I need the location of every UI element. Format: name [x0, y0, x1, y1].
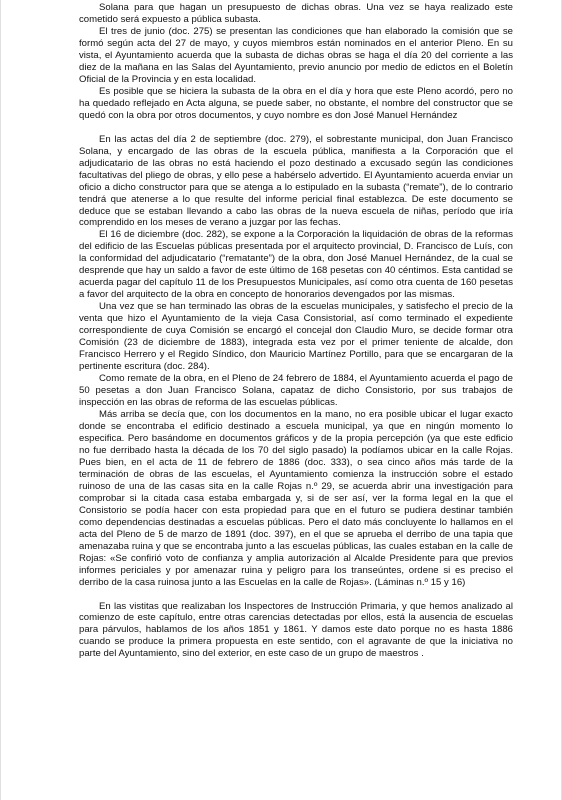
paragraph: Una vez que se han terminado las obras de la escuelas municipales, y satisfecho el precio de la venta que hizo el Ayuntamiento de la vieja Casa Consistorial, así como terminado el expediente correspondiente de cuya Comisión se encargó el concejal don Claudio Muro, se decide formar otra Comisión (23 de diciembre de 1883), integrada esta vez por el primer teniente de alcalde, don Francisco Herrero y el Regido Síndico, don Mauricio Martínez Portillo, para que se encargaran de la pertinente escritura (doc. 284).	[79, 301, 513, 373]
paragraph: Como remate de la obra, en el Pleno de 24 febrero de 1884, el Ayuntamiento acuerda el pago de 50 pesetas a don Juan Francisco Solana, capataz de dicho Consistorio, por sus trabajos de inspección en las obras de reforma de las escuelas públicas.	[79, 373, 513, 408]
paragraph: Más arriba se decía que, con los documentos en la mano, no era posible ubicar el lugar exacto donde se encontraba el edificio destinado a escuela municipal, ya que en ningún momento lo especifica. Pero basándome en documentos gráficos y de la propia percepción (ya que este edficio no fue derribado hasta la década de los 70 del siglo pasado) la podíamos ubicar en la calle Rojas. Pues bien, en el acta de 11 de febrero de 1886 (doc. 333), o sea cinco años más tarde de la terminación de obras de las escuelas, el Ayuntamiento comienza la instrucción sobre el estado ruinoso de una de las casas sita en la calle Rojas n.º 29, se acuerda abrir una investigación para comprobar si la citada casa estaba embargada y, si de ser así, ver la forma legal en la que el Consistorio se podía hacer con esta propiedad para que en el futuro se pudiera destinar también como dependencias destinadas a escuelas públicas. Pero el dato más concluyente lo hallamos en el acta del Pleno de 5 de marzo de 1891 (doc. 397), en el que se aprueba el derribo de una tapia que amenazaba ruina y que se encontraba junto a las escuelas públicas, las cuales estaban en la calle de Rojas: «Se confirió voto de confianza y amplia autorización al Alcalde Presidente para que previos informes periciales y por amenazar ruina y peligro para los transeúntes, ordene si es preciso el derribo de la casa ruinosa junto a las Escuelas en la calle de Rojas». (Láminas n.º 15 y 16)	[79, 408, 513, 588]
paragraph: El 16 de diciembre (doc. 282), se expone a la Corporación la liquidación de obras de la reformas del edificio de las Escuelas públicas presentada por el arquitecto provincial, D. Francisco de Luís, con la conformidad del adjudicatario (“rematante”) de la obra, don José Manuel Hernández, de la cual se desprende que hay un saldo a favor de este último de 168 pesetas con 40 céntimos. Esta cantidad se acuerda pagar del capítulo 11 de los Presupuestos Municipales, así como otra cuenta de 160 pesetas a favor del arquitecto de la obra en concepto de honorarios devengados por las mismas.	[79, 229, 513, 301]
document-body	[79, 2, 513, 660]
paragraph: En las actas del día 2 de septiembre (doc. 279), el sobrestante municipal, don Juan Francisco Solana, y encargado de las obras de la escuela pública, manifiesta a la Corporación que el adjudicatario de las obras no está haciendo el pozo destinado a excusado según las condiciones facultativas del pliego de obras, y ello pese a habérselo advertido. El Ayuntamiento acuerda enviar un oficio a dicho constructor para que se atenga a lo estipulado en la subasta (“remate”), de lo contrario tendrá que atenerse a lo que resulte del informe pericial final establezca. De este documento se deduce que se estaban llevando a cabo las obras de la nueva escuela de niñas, período que iría comprendido en los meses de verano a juzgar por las fechas.	[79, 133, 513, 229]
paragraph: El tres de junio (doc. 275) se presentan las condiciones que han elaborado la comisión que se formó según acta del 27 de mayo, y cuyos miembros están nominados en el anterior Pleno. En su vista, el Ayuntamiento acuerda que la subasta de dichas obras se haga el día 20 del corriente a las diez de la mañana en las Salas del Ayuntamiento, previo anuncio por medio de edictos en el Boletín Oficial de la Provincia y en esta localidad.	[79, 25, 513, 85]
paragraph: En las vistitas que realizaban los Inspectores de Instrucción Primaria, y que hemos analizado al comienzo de este capítulo, entre otras carencias detectadas por ellos, está la ausencia de escuelas para párvulos, hablamos de los años 1851 y 1861. Y damos este dato porque no es hasta 1886 cuando se produce la primera propuesta en este sentido, con el agravante de que la iniciativa no parte del Ayuntamiento, sino del exterior, en este caso de un grupo de maestros .	[79, 600, 513, 660]
paragraph: Es posible que se hiciera la subasta de la obra en el día y hora que este Pleno acordó, pero no ha quedado reflejado en Acta alguna, se puede saber, no obstante, el nombre del constructor que se quedó con la obra por otros documentos, y cuyo nombre es don José Manuel Hernández	[79, 85, 513, 121]
paragraph: Solana para que hagan un presupuesto de dichas obras. Una vez se haya realizado este cometido será expuesto a pública subasta.	[79, 2, 513, 25]
